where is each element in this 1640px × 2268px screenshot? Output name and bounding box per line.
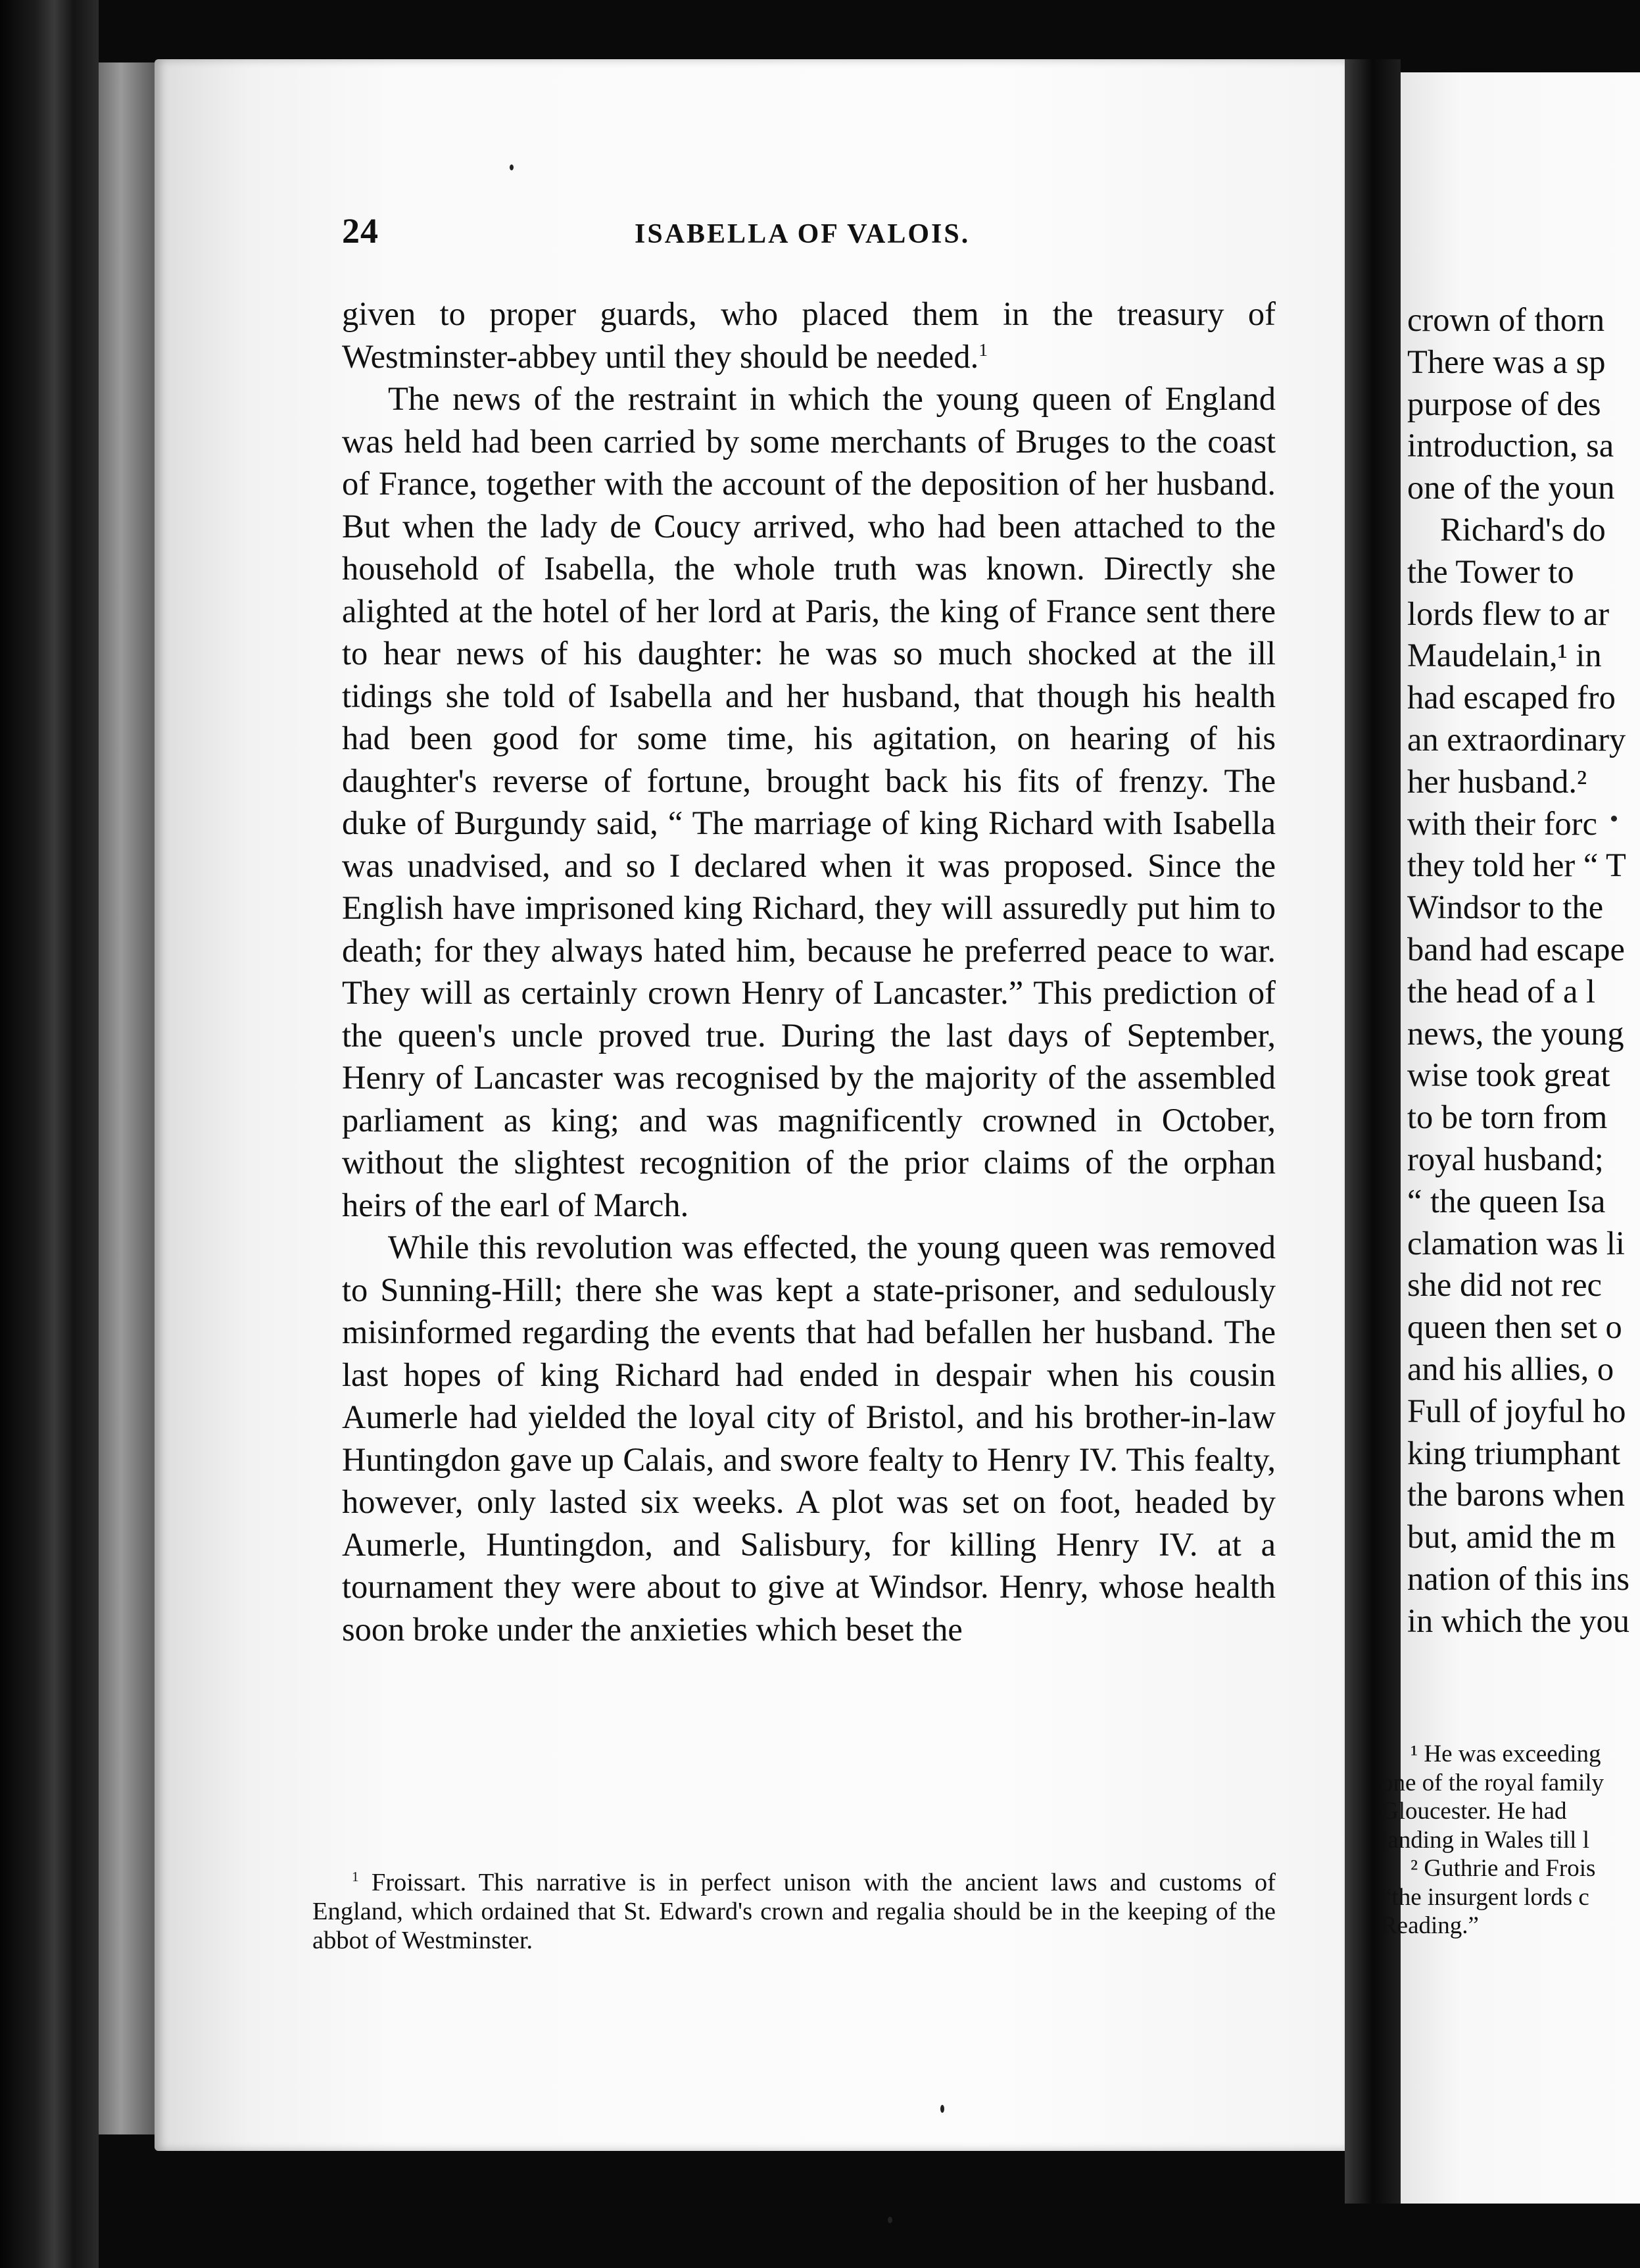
right-page-line: There was a sp [1407, 343, 1606, 380]
right-page-line: to be torn from [1407, 1098, 1608, 1136]
right-page-note-line: “the insurgent lords c [1381, 1883, 1589, 1911]
right-page-line: but, amid the m [1407, 1518, 1616, 1556]
right-page-note-line: one of the royal family [1381, 1769, 1604, 1796]
right-page-line: one of the youn [1407, 469, 1615, 506]
right-page-note-line: Reading.” [1381, 1912, 1479, 1939]
right-page-line: they told her “ T [1407, 847, 1626, 884]
ink-speck [1611, 816, 1617, 822]
footnote-marker: 1 [352, 1869, 359, 1885]
right-page-line: Maudelain,¹ in [1407, 637, 1602, 674]
right-page-line: lords flew to ar [1407, 595, 1610, 632]
right-page-line: wise took great [1407, 1056, 1610, 1094]
right-page-line: had escaped fro [1407, 679, 1616, 716]
right-page-line: band had escape [1407, 930, 1625, 968]
right-page-line: news, the young [1407, 1014, 1624, 1052]
right-page-line: the Tower to [1407, 553, 1574, 590]
right-page-line: introduction, sa [1407, 427, 1614, 464]
right-page-note-line: landing in Wales till l [1381, 1826, 1589, 1854]
right-page-line: with their forc [1407, 804, 1597, 842]
page-number: 24 [342, 211, 379, 251]
footnote-text: Froissart. This narrative is in perfect unison with the ancient laws and customs of England, which ordained that St. Edward's crown and regalia should be in the keeping of the abbot of Westminster. [312, 1869, 1276, 1954]
right-page-line: queen then set o [1407, 1308, 1622, 1346]
right-page-line: she did not rec [1407, 1266, 1602, 1304]
right-page-note-line: Gloucester. He had [1381, 1798, 1567, 1825]
page-header-title: ISABELLA OF VALOIS. [635, 219, 971, 249]
footnote [312, 1868, 1276, 1955]
main-text-block [342, 293, 1276, 1650]
right-page-notes [1381, 1740, 1640, 1940]
right-page-line: Windsor to the [1407, 889, 1604, 926]
paragraph-1-text: given to proper guards, who placed them in the treasury of Westminster-abbey until they should be needed. [342, 295, 1276, 375]
paragraph-2: The news of the restraint in which the young queen of England was held had been carried by some merchants of Bruges to the coast of France, together with the account of the deposition of her husband. But when the lady de Coucy arrived, who had been attached to the household of Isabella, the whole truth was known. Directly she alighted at the hotel of her lord at Paris, the king of France sent there to hear news of his daughter: he was so much shocked at the ill tidings she told of Isabella and her husband, that though his health had been good for some time, his agitation, on hearing of his daughter's reverse of fortune, brought back his fits of frenzy. The duke of Burgundy said, “ The marriage of king Richard with Isabella was unadvised, and so I declared when it was proposed. Since the English have imprisoned king Richard, they will assuredly put him to death; for they always hated him, because he preferred peace to war. They will as certainly crown Henry of Lancaster.” This prediction of the queen's uncle proved true. During the last days of September, Henry of Lancaster was recognised by the majority of the assembled parliament as king; and was magnificently crowned in October, without the slightest recognition of the prior claims of the orphan heirs of the earl of March. [342, 380, 1276, 1223]
right-page-line: Full of joyful ho [1407, 1392, 1626, 1429]
right-page-note-line: ¹ He was exceeding [1411, 1740, 1601, 1767]
right-page-line: an extraordinary [1407, 720, 1626, 758]
right-page-line: the head of a l [1407, 972, 1596, 1010]
ink-speck [940, 2105, 944, 2113]
right-page-line: purpose of des [1407, 385, 1601, 422]
paragraph-3: While this revolution was effected, the young queen was removed to Sunning-Hill; there she was kept a state-prisoner, and sedulously misinformed regarding the events that had befallen her husband. The last hopes of king Richard had ended in despair when his cousin Aumerle had yielded the loyal city of Bristol, and his brother-in-law Huntingdon gave up Calais, and swore fealty to Henry IV. This fealty, however, only lasted six weeks. A plot was set on foot, headed by Aumerle, Huntingdon, and Salisbury, for killing Henry IV. at a tournament they were about to give at Windsor. Henry, whose health soon broke under the anxieties which beset the [342, 1229, 1276, 1648]
right-page-line: crown of thorn [1407, 301, 1605, 338]
page-edges [0, 0, 99, 2268]
right-page-line: royal husband; [1407, 1140, 1604, 1177]
right-page-line: Richard's do [1440, 510, 1606, 548]
right-page-line: king triumphant [1407, 1434, 1621, 1471]
right-page-line: and his allies, o [1407, 1350, 1614, 1387]
ink-speck [888, 2217, 892, 2223]
book-spine [99, 62, 155, 2134]
right-page-line: “ the queen Isa [1407, 1182, 1606, 1220]
right-page-line: her husband.² [1407, 762, 1587, 800]
paragraph-1 [342, 293, 1276, 378]
footnote-reference: 1 [978, 339, 988, 360]
right-page-line: in which the you [1407, 1602, 1630, 1639]
right-page-note-line: ² Guthrie and Frois [1411, 1855, 1596, 1882]
right-page-line: nation of this ins [1407, 1560, 1630, 1597]
right-page-text [1407, 299, 1640, 1642]
ink-speck [510, 164, 514, 170]
right-page-line: clamation was li [1407, 1224, 1625, 1262]
right-page-line: the barons when [1407, 1476, 1625, 1514]
running-head [342, 210, 1328, 283]
